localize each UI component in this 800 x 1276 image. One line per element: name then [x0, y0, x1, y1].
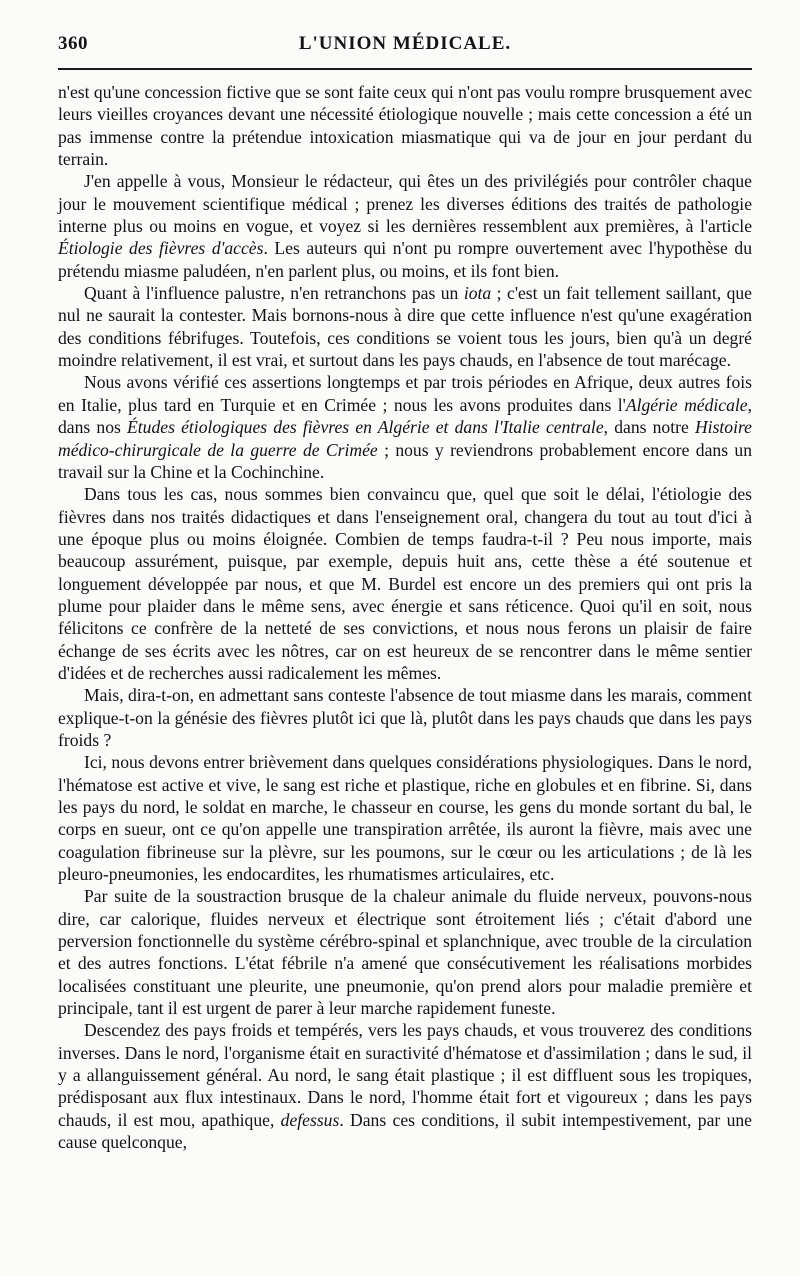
italic-text: iota	[463, 283, 492, 304]
paragraph-text: n'est qu'une concession fictive que se sont faite ceux qui n'ont pas voulu rompre brusquement avec leurs vieilles croyances devant une nécessité étiologique nouvelle ; mais cette concession a été un pas immense contre la prétendue intoxication miasmatique qui va de jour en jour perdant du terrain.	[58, 82, 753, 170]
paragraph	[58, 371, 752, 483]
italic-text: Étiologie des fièvres d'accès	[58, 238, 264, 259]
paragraph-text: Mais, dira-t-on, en admettant sans conteste l'absence de tout miasme dans les marais, comment explique-t-on la génésie des fièvres plutôt ici que là, plutôt dans les pays chauds que dans les pays froids ?	[58, 685, 752, 750]
paragraph-text: Par suite de la soustraction brusque de la chaleur animale du fluide nerveux, pouvons-nous dire, car calorique, fluides nerveux et électrique sont étroitement liés ; c'était d'abord une perversion fonctionnelle du système cérébro-spinal et splanchnique, avec trouble de la circulation et des autres fonctions. L'état fébrile n'a amené que consécutivement les réalisations morbides localisées constituant une pleurite, une pneumonie, qu'on prend alors pour maladie première et principale, tant il est urgent de parer à leur marche rapidement funeste.	[58, 886, 752, 1019]
paragraph	[58, 282, 752, 371]
paragraph-text: Dans tous les cas, nous sommes bien convaincu que, quel que soit le délai, l'étiologie des fièvres dans nos traités didactiques et dans l'enseignement oral, changera du tout au tout d'ici à une époque plus ou moins éloignée. Combien de temps faudra-t-il ? Peu nous importe, mais beaucoup assurément, puisque, par exemple, depuis huit ans, cette thèse a été soutenue et longuement développée par nous, et que M. Burdel est encore un des premiers qui ont pris la plume pour plaider dans le même sens, avec énergie et sans réticence. Quoi qu'il en soit, nous félicitons ce confrère de la netteté de ses convictions, et nous nous ferons un plaisir de faire échange de ses écrits avec les nôtres, car on est heureux de se rencontrer dans le même sentier d'idées et de recherches aussi radicalement les mêmes.	[58, 484, 752, 683]
page-header	[58, 33, 752, 63]
header-rule	[58, 68, 752, 70]
paragraph-text: . Les auteurs qui n'ont pu rompre ouvertement avec l'hypothèse du prétendu miasme paludéen, n'en parlent plus, ou moins, et ils font bien.	[58, 238, 752, 281]
paragraph-text: Descendez des pays froids et tempérés, vers les pays chauds, et vous trouverez des conditions inverses. Dans le nord, l'organisme était en suractivité d'hématose et d'assimilation ; dans le sud, il y a allanguissement général. Au nord, le sang était plastique ; il est diffluent sous les tropiques, prédisposant aux flux intestinaux. Dans le nord, l'homme était fort et vigoureux ; dans les pays chauds, il est mou, apathique,	[58, 1020, 752, 1130]
italic-text: Algérie médicale	[625, 394, 748, 415]
paragraph	[58, 751, 752, 885]
paragraph-text: Nous avons vérifié ces assertions longtemps et par trois périodes en Afrique, deux autres fois en Italie, plus tard en Turquie et en Crimée ; nous les avons produites dans l'	[58, 372, 752, 415]
running-head: L'UNION MÉDICALE.	[298, 33, 512, 54]
paragraph	[58, 483, 752, 684]
italic-text: defessus	[280, 1109, 340, 1130]
page-number: 360	[58, 33, 88, 54]
paragraph-text: ; nous y reviendrons probablement encore dans un travail sur la Chine et la Cochinchine.	[58, 439, 753, 482]
paragraph	[58, 684, 752, 751]
paragraph-text: J'en appelle à vous, Monsieur le rédacteur, qui êtes un des privilégiés pour contrôler chaque jour le mouvement scientifique médical ; prenez les diverses éditions des traités de pathologie interne plus ou moins en vogue, et voyez si les dernières ressemblent aux premières, à l'article	[58, 171, 752, 237]
paragraph-text: . Dans ces conditions, il subit intempestivement, par une cause quelconque,	[58, 1109, 752, 1153]
article-body	[58, 81, 752, 1154]
italic-text: Études étiologiques des fièvres en Algérie et dans l'Italie centrale	[127, 417, 604, 438]
paragraph	[58, 81, 752, 170]
paragraph-text: ; c'est un fait tellement saillant, que nul ne saurait la contester. Mais bornons-nous à dire que cette influence n'est qu'une exagération des conditions fébrifuges. Toutefois, ces conditions se voient tous les jours, bien qu'à un degré moindre relativement, il est vrai, et surtout dans les pays chauds, en l'absence de tout marécage.	[58, 283, 752, 371]
italic-text: Histoire médico-chirurgicale de la guerre de Crimée	[58, 417, 752, 460]
paragraph	[58, 170, 752, 282]
paragraph-text: , dans notre	[603, 417, 695, 438]
paragraph	[58, 1019, 752, 1153]
paragraph-text: , dans nos	[58, 394, 752, 438]
paragraph-text: Ici, nous devons entrer brièvement dans quelques considérations physiologiques. Dans le nord, l'hématose est active et vive, le sang est riche et plastique, riche en globules et en fibrine. Si, dans les pays du nord, le soldat en marche, le chasseur en course, les gens du monde sortant du bal, le corps en sueur, ont ce qu'on appelle une transpiration arrêtée, ils auront la fièvre, mais avec une coagulation fibrineuse sur la plèvre, sur les poumons, sur le cœur ou les articulations ; de là les pleuro-pneumonies, les endocardites, les rhumatismes articulaires, etc.	[58, 752, 752, 885]
paragraph	[58, 885, 752, 1019]
paragraph-text: Quant à l'influence palustre, n'en retranchons pas un	[84, 283, 464, 304]
